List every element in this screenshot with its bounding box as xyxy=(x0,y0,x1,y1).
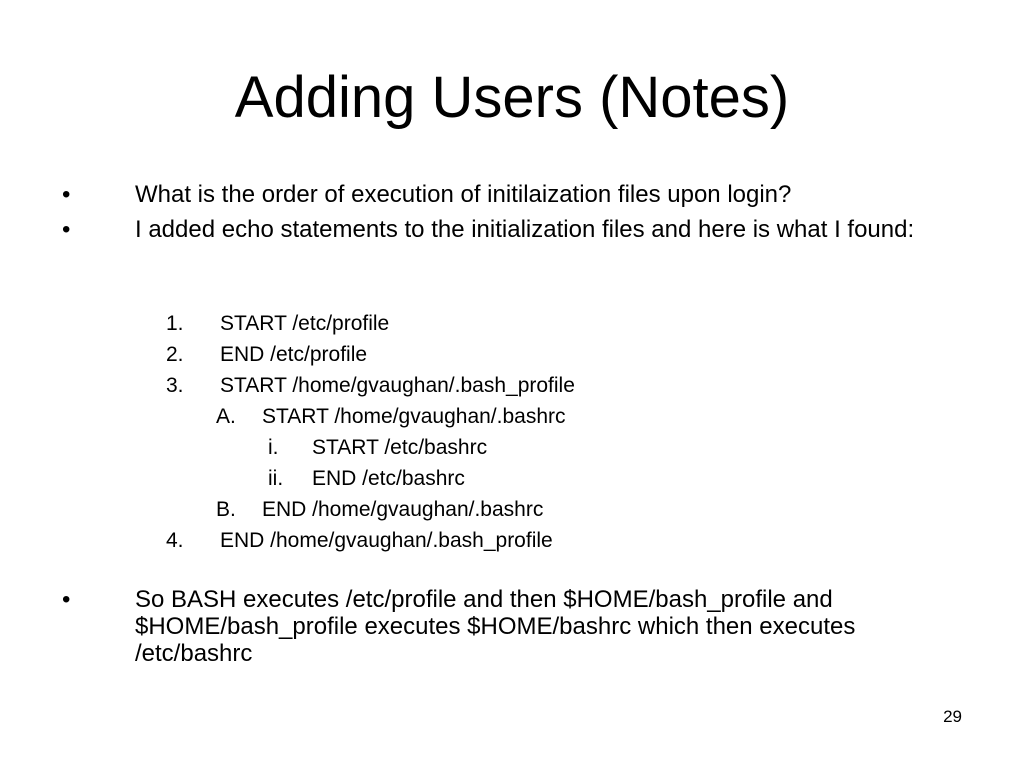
bullet-text: What is the order of execution of initilaization files upon login? xyxy=(135,181,792,208)
step-letter: A. xyxy=(216,405,236,428)
step-text: END /home/gvaughan/.bashrc xyxy=(262,498,544,521)
step-text: END /etc/profile xyxy=(220,343,368,366)
step-text: END /etc/bashrc xyxy=(312,467,465,490)
step-number: 2. xyxy=(166,343,184,366)
slide-title: Adding Users (Notes) xyxy=(234,65,790,130)
step-number: 3. xyxy=(166,374,184,397)
bullet-icon: • xyxy=(62,586,71,613)
step-text: END /home/gvaughan/.bash_profile xyxy=(220,529,553,552)
bullet-icon: • xyxy=(62,216,71,243)
step-text: START /etc/bashrc xyxy=(312,436,488,459)
step-number: 1. xyxy=(166,312,184,335)
bullet-icon: • xyxy=(62,181,71,208)
step-roman: i. xyxy=(268,436,279,459)
step-number: 4. xyxy=(166,529,184,552)
page-number: 29 xyxy=(943,707,962,726)
step-text: START /etc/profile xyxy=(220,312,390,335)
step-letter: B. xyxy=(216,498,236,521)
step-text: START /home/gvaughan/.bash_profile xyxy=(220,374,575,397)
bullet-text: I added echo statements to the initialization files and here is what I found: xyxy=(135,216,915,243)
step-roman: ii. xyxy=(268,467,284,490)
step-text: START /home/gvaughan/.bashrc xyxy=(262,405,566,428)
bullet-text: So BASH executes /etc/profile and then $HOME/bash_profile and $HOME/bash_profile executes $HOME/bashrc which then executes /etc/bashrc xyxy=(135,586,856,667)
